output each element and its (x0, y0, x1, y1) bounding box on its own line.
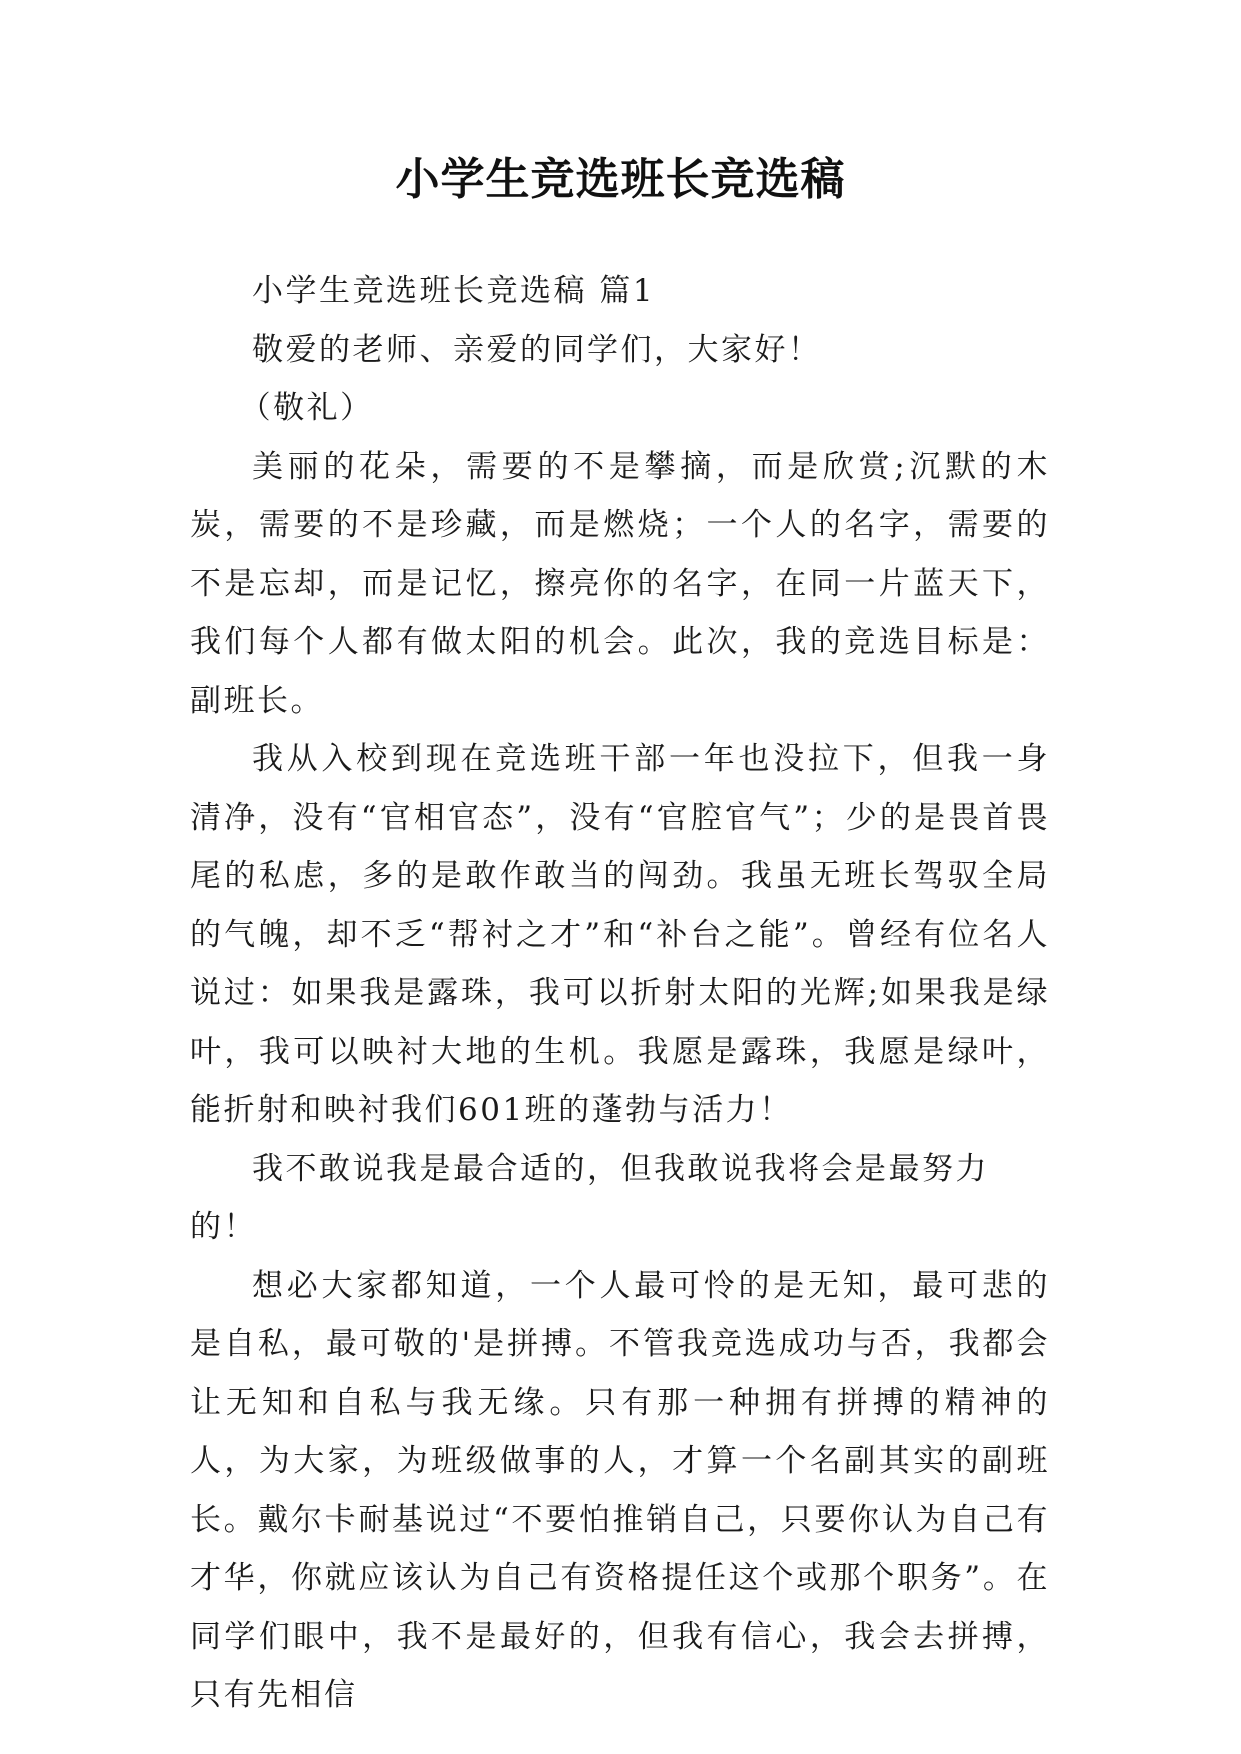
document-body (190, 262, 1050, 1725)
section-heading: 小学生竞选班长竞选稿 篇1 (252, 273, 656, 309)
body-paragraph: 我不敢说我是最合适的，但我敢说我将会是最努力的！ (190, 1150, 989, 1245)
body-paragraph: 想必大家都知道，一个人最可怜的是无知，最可悲的是自私，最可敬的'是拼搏。不管我竞选成功与否，我都会让无知和自私与我无缘。只有那一种拥有拼搏的精神的人，为大家，为班级做事的人，才算一个名副其实的副班长。戴尔卡耐基说过“不要怕推销自己，只要你认为自己有才华，你就应该认为自己有资格提任这个或那个职务”。在同学们眼中，我不是最好的，但我有信心，我会去拼搏，只有先相信 (190, 1267, 1050, 1713)
salute-paragraph: （敬礼） (239, 390, 374, 426)
document-title: 小学生竞选班长竞选稿 (395, 154, 846, 205)
body-paragraph: 我从入校到现在竞选班干部一年也没拉下，但我一身清净，没有“官相官态”，没有“官腔官气”；少的是畏首畏尾的私虑，多的是敢作敢当的闯劲。我虽无班长驾驭全局的气魄，却不乏“帮衬之才”和“补台之能”。曾经有位名人说过：如果我是露珠，我可以折射太阳的光辉;如果我是绿叶，我可以映衬大地的生机。我愿是露珠，我愿是绿叶，能折射和映衬我们601班的蓬勃与活力！ (190, 741, 1050, 1128)
body-paragraph: 美丽的花朵，需要的不是攀摘，而是欣赏;沉默的木炭，需要的不是珍藏，而是燃烧；一个人的名字，需要的不是忘却，而是记忆，擦亮你的名字，在同一片蓝天下，我们每个人都有做太阳的机会。此次，我的竞选目标是：副班长。 (190, 448, 1050, 719)
greeting-paragraph: 敬爱的老师、亲爱的同学们，大家好！ (252, 331, 822, 368)
